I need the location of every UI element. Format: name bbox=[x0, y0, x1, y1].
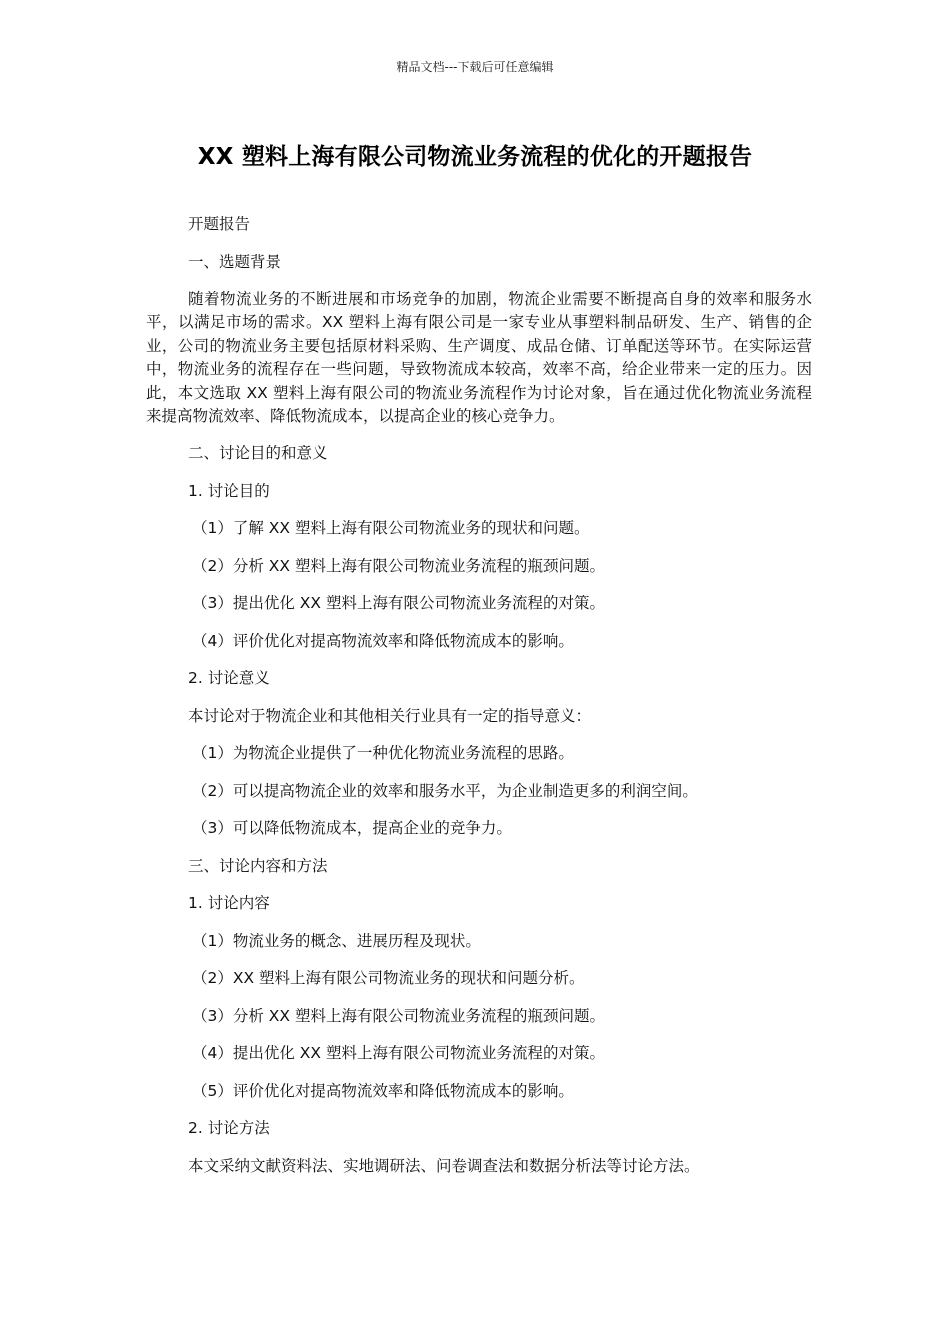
section-2-1-heading: 1. 讨论目的 bbox=[188, 481, 270, 500]
list-item: （3）分析 XX 塑料上海有限公司物流业务流程的瓶颈问题。 bbox=[192, 1006, 605, 1025]
section-2-heading: 二、讨论目的和意义 bbox=[188, 444, 328, 463]
header-note: 精品文档---下载后可任意编辑 bbox=[396, 60, 554, 74]
section-2-2-intro: 本讨论对于物流企业和其他相关行业具有一定的指导意义： bbox=[188, 706, 592, 725]
list-item: （1）物流业务的概念、进展历程及现状。 bbox=[192, 931, 481, 950]
list-item: （1）为物流企业提供了一种优化物流业务流程的思路。 bbox=[192, 744, 574, 763]
list-item: （4）提出优化 XX 塑料上海有限公司物流业务流程的对策。 bbox=[192, 1044, 605, 1063]
list-item: （5）评价优化对提高物流效率和降低物流成本的影响。 bbox=[192, 1081, 574, 1100]
list-item: （2）XX 塑料上海有限公司物流业务的现状和问题分析。 bbox=[192, 969, 585, 988]
list-item: （1）了解 XX 塑料上海有限公司物流业务的现状和问题。 bbox=[192, 519, 590, 538]
document-title: XX 塑料上海有限公司物流业务流程的优化的开题报告 bbox=[197, 144, 753, 170]
list-item: （2）分析 XX 塑料上海有限公司物流业务流程的瓶颈问题。 bbox=[192, 556, 605, 575]
list-item: （3）提出优化 XX 塑料上海有限公司物流业务流程的对策。 bbox=[192, 594, 605, 613]
section-2-2-heading: 2. 讨论意义 bbox=[188, 669, 270, 688]
section-1-heading: 一、选题背景 bbox=[188, 252, 282, 271]
list-item: （2）可以提高物流企业的效率和服务水平，为企业制造更多的利润空间。 bbox=[192, 781, 698, 800]
list-item: （4）评价优化对提高物流效率和降低物流成本的影响。 bbox=[192, 631, 574, 650]
section-3-2-heading: 2. 讨论方法 bbox=[188, 1119, 270, 1138]
section-3-2-text: 本文采纳文献资料法、实地调研法、问卷调查法和数据分析法等讨论方法。 bbox=[188, 1156, 700, 1175]
list-item: （3）可以降低物流成本，提高企业的竞争力。 bbox=[192, 819, 512, 838]
document-body bbox=[146, 206, 812, 1185]
section-1-paragraph: 随着物流业务的不断进展和市场竞争的加剧，物流企业需要不断提高自身的效率和服务水平，以满足市场的需求。XX 塑料上海有限公司是一家专业从事塑料制品研发、生产、销售的企业，公司的物流业务主要包括原材料采购、生产调度、成品仓储、订单配送等环节。在实际运营中，物流业务的流程存在一些问题，导致物流成本较高，效率不高，给企业带来一定的压力。因此，本文选取 XX 塑料上海有限公司的物流业务流程作为讨论对象，旨在通过优化物流业务流程来提高物流效率、降低物流成本，以提高企业的核心竞争力。 bbox=[146, 290, 812, 426]
section-report-label: 开题报告 bbox=[188, 215, 251, 233]
section-3-1-heading: 1. 讨论内容 bbox=[188, 894, 270, 913]
section-3-heading: 三、讨论内容和方法 bbox=[188, 856, 328, 875]
